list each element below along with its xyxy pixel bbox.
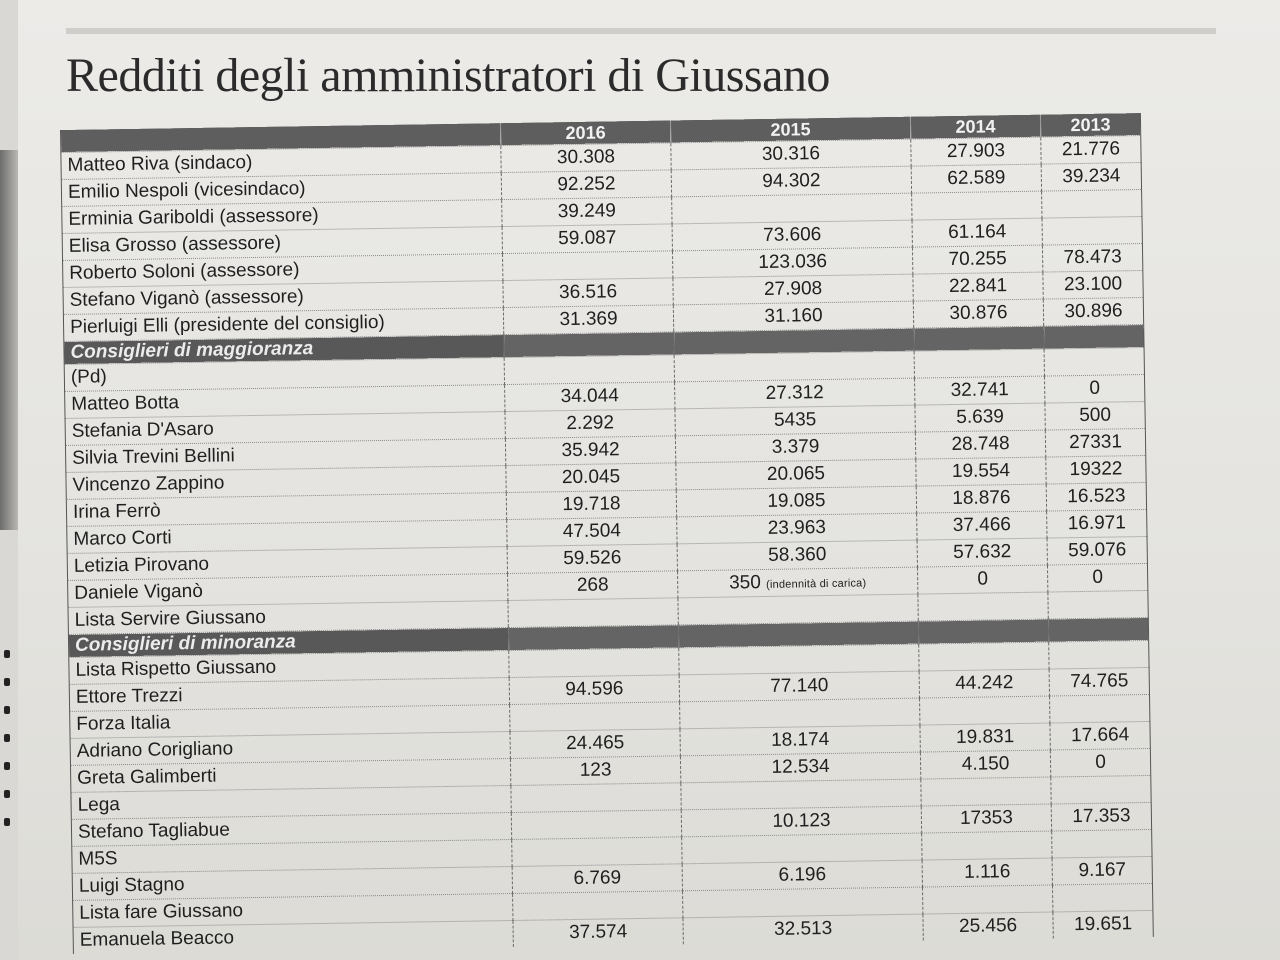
income-value-text: 22.841	[948, 275, 1008, 298]
person-name-cell: Roberto Soloni (assessore)	[63, 254, 503, 288]
person-name-cell: Adriano Corigliano	[70, 732, 510, 766]
income-value-2015	[672, 247, 912, 278]
income-value-2013	[1046, 482, 1146, 511]
income-value-2016	[510, 729, 680, 759]
person-name-cell: Marco Corti	[67, 520, 507, 554]
income-value-text: 123	[579, 759, 612, 781]
income-value-text: 59.526	[563, 547, 622, 570]
income-value-2015	[678, 594, 918, 625]
income-value-text: 24.465	[565, 732, 625, 755]
income-value-text: 12.534	[771, 755, 830, 778]
person-name-cell: Daniele Viganò	[68, 574, 508, 608]
income-value-2014	[921, 804, 1051, 833]
income-value-2014	[919, 642, 1049, 671]
income-value-text: 47.504	[562, 520, 622, 543]
income-value-2015	[671, 166, 911, 197]
income-value-2016	[511, 783, 681, 813]
income-value-text: 34.044	[560, 385, 619, 408]
income-value-text: 23.100	[1063, 273, 1123, 296]
income-value-2015	[680, 698, 920, 729]
income-value-2014	[922, 831, 1052, 860]
income-value-2013	[1044, 347, 1144, 376]
income-value-text: 94.302	[762, 170, 821, 192]
income-value-2014	[913, 299, 1043, 328]
income-value-text: 0	[1092, 566, 1104, 588]
income-value-2016	[512, 864, 682, 894]
income-value-text: 30.308	[556, 146, 616, 169]
income-value-2016	[502, 224, 672, 254]
income-value-2015	[677, 513, 917, 544]
section-fill-cell	[914, 326, 1044, 351]
income-value-text: 58.360	[768, 544, 827, 566]
income-value-2015	[682, 833, 922, 864]
income-value-text: 35.942	[561, 439, 620, 462]
income-value-2015	[677, 540, 917, 571]
income-value-2016	[506, 490, 676, 520]
income-value-2013	[1052, 883, 1152, 912]
person-name-cell: Pierluigi Elli (presidente del consiglio)	[63, 308, 503, 342]
income-value-text: 0	[1089, 377, 1101, 399]
income-value-2015	[675, 405, 915, 436]
income-value-text: 10.123	[772, 809, 831, 832]
income-value-2013	[1047, 509, 1147, 538]
person-name-cell: Erminia Gariboldi (assessore)	[62, 200, 502, 234]
income-value-2014	[920, 696, 1050, 725]
income-value-text: 20.065	[766, 463, 826, 485]
header-year: 2015	[670, 117, 910, 143]
income-value-text: 0	[977, 568, 989, 590]
income-value-2014	[911, 164, 1041, 193]
income-value-text: 57.632	[953, 541, 1012, 564]
income-value-2015	[672, 220, 912, 251]
person-name-cell: Stefano Viganò (assessore)	[63, 281, 503, 315]
person-name-cell: Forza Italia	[70, 705, 510, 739]
income-value-text: 44.242	[955, 672, 1014, 695]
income-value-text: 19.718	[562, 493, 621, 516]
income-value-2014	[912, 218, 1042, 247]
income-value-text: 3.379	[771, 436, 820, 458]
person-name-cell: Ettore Trezzi	[69, 678, 509, 712]
income-value-text: 9.167	[1078, 859, 1127, 882]
person-name-cell: Lega	[71, 785, 511, 819]
income-value-text: 30.896	[1064, 300, 1123, 323]
income-value-2013	[1045, 428, 1145, 457]
income-value-text: 19322	[1069, 458, 1123, 481]
income-value-2015	[672, 193, 912, 224]
income-value-2016	[502, 251, 672, 281]
income-value-text: 92.252	[557, 173, 616, 196]
person-name-cell: Emilio Nespoli (vicesindaco)	[61, 173, 501, 207]
income-value-2016	[504, 355, 674, 385]
section-fill-cell	[1048, 617, 1148, 642]
income-value-2015	[680, 752, 920, 783]
income-value-2016	[513, 891, 683, 921]
income-value-2015	[675, 432, 915, 463]
income-value-2016	[508, 571, 678, 601]
income-value-2013	[1052, 829, 1152, 858]
income-value-text: 23.963	[767, 517, 827, 539]
person-name-cell: Vincenzo Zappino	[66, 466, 506, 500]
income-value-2013	[1047, 536, 1147, 565]
income-value-2015	[678, 567, 918, 598]
income-value-2014	[916, 457, 1046, 486]
person-name-cell: Lista Servire Giussano	[68, 601, 508, 635]
income-value-text: 78.473	[1063, 246, 1122, 269]
income-value-2014	[920, 723, 1050, 752]
income-value-text: 5435	[773, 409, 817, 431]
person-name-cell: Matteo Riva (sindaco)	[61, 146, 501, 180]
income-value-2014	[915, 430, 1045, 459]
income-value-2015	[673, 274, 913, 305]
income-value-2016	[508, 598, 678, 628]
income-value-text: 6.769	[573, 867, 622, 890]
income-value-text: 1.116	[964, 861, 1011, 883]
income-value-2016	[505, 436, 675, 466]
income-value-2013	[1042, 190, 1142, 219]
income-value-2013	[1051, 775, 1151, 804]
income-value-text: 21.776	[1061, 138, 1121, 161]
income-value-2015	[680, 725, 920, 756]
income-value-text: 19.831	[955, 726, 1015, 748]
income-value-text: 73.606	[763, 224, 822, 246]
income-value-text: 16.971	[1067, 512, 1127, 535]
person-name-cell: Irina Ferrò	[66, 493, 506, 527]
income-value-2015	[683, 887, 923, 918]
header-year: 2014	[910, 115, 1040, 140]
income-value-2016	[506, 463, 676, 493]
income-value-text: 19.651	[1073, 913, 1133, 936]
income-value-text: 36.516	[558, 281, 618, 304]
person-name-cell: (Pd)	[64, 358, 504, 392]
income-value-2014	[916, 484, 1046, 513]
table-body	[61, 136, 1153, 954]
person-name-cell: Emanuela Beacco	[73, 920, 513, 953]
income-value-text: 30.876	[949, 302, 1008, 325]
income-value-2015	[681, 806, 921, 837]
income-value-text: 39.234	[1062, 165, 1121, 188]
income-value-2015	[679, 644, 919, 675]
income-value-2014	[912, 191, 1042, 220]
income-value-text: 17.664	[1070, 724, 1130, 747]
income-value-2016	[507, 517, 677, 547]
income-value-2013	[1046, 455, 1146, 484]
income-value-text: 61.164	[947, 221, 1007, 244]
income-value-2015	[681, 779, 921, 810]
income-value-2013	[1052, 856, 1152, 885]
income-value-text: 27.903	[946, 140, 1006, 163]
income-value-2013	[1042, 244, 1142, 273]
income-value-text: 123.036	[758, 250, 828, 274]
income-value-2014	[920, 750, 1050, 779]
income-value-text: 20.045	[561, 466, 621, 489]
income-value-2016	[509, 675, 679, 705]
income-value-2013	[1050, 748, 1150, 777]
income-value-2016	[510, 756, 680, 786]
income-value-2013	[1047, 563, 1147, 592]
income-value-2015	[683, 914, 923, 944]
income-value-2016	[503, 278, 673, 308]
person-name-cell: Stefano Tagliabue	[71, 812, 511, 846]
income-value-2015	[679, 671, 919, 702]
income-value-2016	[509, 648, 679, 678]
income-value-2013	[1053, 910, 1153, 938]
income-value-2013	[1048, 590, 1148, 619]
income-value-2013	[1041, 163, 1141, 192]
income-value-2016	[511, 810, 681, 840]
income-value-text: 500	[1079, 404, 1112, 427]
income-value-2014	[917, 565, 1047, 594]
person-name-cell: Letizia Pirovano	[67, 547, 507, 581]
income-table	[60, 113, 1154, 954]
section-fill-cell	[508, 625, 678, 651]
section-fill-cell	[918, 619, 1048, 644]
income-value-text: 30.316	[761, 143, 821, 165]
income-value-2013	[1050, 694, 1150, 723]
income-value-text: 350	[728, 572, 761, 594]
income-value-text: 268	[576, 574, 609, 596]
income-value-text: 77.140	[770, 675, 829, 697]
person-name-cell: Silvia Trevini Bellini	[65, 439, 505, 473]
income-value-2016	[501, 170, 671, 200]
person-name-cell: Elisa Grosso (assessore)	[62, 227, 502, 261]
person-name-cell: M5S	[72, 839, 512, 873]
person-name-cell: Greta Galimberti	[70, 759, 510, 793]
income-value-2015	[671, 139, 911, 170]
income-value-text: 17.353	[1072, 805, 1131, 828]
income-value-text: 18.174	[770, 728, 830, 751]
income-value-2013	[1051, 802, 1151, 831]
header-year: 2016	[500, 120, 670, 145]
income-value-text: 31.369	[559, 308, 618, 331]
income-value-2015	[673, 301, 913, 332]
income-value-text: 32.741	[950, 379, 1009, 402]
income-value-2014	[922, 885, 1052, 914]
adjacent-page-marks	[4, 650, 14, 846]
income-value-text: 28.748	[951, 433, 1010, 456]
top-rule	[66, 28, 1216, 34]
income-value-2016	[510, 702, 680, 732]
income-value-text: 19.554	[951, 460, 1011, 483]
income-value-2014	[915, 376, 1045, 405]
income-value-text: 59.076	[1068, 539, 1127, 562]
person-name-cell: Stefania D'Asaro	[65, 412, 505, 446]
person-name-cell: Matteo Botta	[65, 385, 505, 419]
income-value-text: 59.087	[558, 227, 617, 250]
income-value-2013	[1049, 667, 1149, 696]
income-value-text: 25.456	[958, 915, 1018, 937]
income-value-text: 74.765	[1070, 670, 1129, 693]
income-value-2014	[921, 777, 1051, 806]
income-value-2014	[918, 592, 1048, 621]
person-name-cell: Lista Rispetto Giussano	[69, 651, 509, 685]
income-value-2013	[1045, 401, 1145, 430]
income-value-text: 0	[1095, 751, 1107, 773]
income-value-text: 16.523	[1067, 485, 1126, 508]
income-value-2016	[503, 305, 673, 335]
income-value-2013	[1042, 217, 1142, 246]
income-value-2013	[1050, 721, 1150, 750]
income-value-text: 37.574	[568, 921, 628, 944]
income-value-text: 5.639	[956, 406, 1005, 428]
income-value-text: 19.085	[767, 490, 826, 512]
income-value-2014	[919, 669, 1049, 698]
income-value-2016	[502, 197, 672, 227]
adjacent-page-edge	[0, 150, 18, 530]
income-value-text: 17353	[959, 807, 1014, 829]
income-value-2014	[913, 272, 1043, 301]
income-value-text: 27.312	[765, 382, 824, 404]
income-value-text: 62.589	[947, 167, 1006, 190]
income-value-2015	[676, 459, 916, 490]
income-value-2016	[513, 918, 683, 947]
income-value-text: 27.908	[763, 278, 823, 300]
income-value-text: 18.876	[952, 487, 1011, 510]
income-value-text: 70.255	[948, 248, 1007, 271]
income-value-2016	[505, 382, 675, 412]
header-year: 2013	[1040, 113, 1140, 137]
income-value-text: 2.292	[566, 412, 615, 435]
income-value-text: 32.513	[773, 917, 833, 940]
income-value-2015	[676, 486, 916, 517]
income-value-2014	[917, 538, 1047, 567]
income-value-2016	[505, 409, 675, 439]
section-title: Consiglieri di maggioranza	[64, 335, 504, 365]
person-name-cell: Lista fare Giussano	[73, 893, 513, 927]
income-value-text: 6.196	[778, 864, 827, 886]
income-value-2013	[1043, 271, 1143, 300]
income-value-2013	[1044, 374, 1144, 403]
income-value-2014	[911, 137, 1041, 166]
income-value-2015	[682, 860, 922, 891]
income-value-2014	[915, 403, 1045, 432]
income-value-2014	[912, 245, 1042, 274]
income-value-2013	[1041, 136, 1141, 165]
income-value-2014	[922, 858, 1052, 887]
income-value-text: 94.596	[565, 678, 624, 701]
income-value-text: 27331	[1068, 431, 1123, 454]
income-value-2016	[507, 544, 677, 574]
income-value-2013	[1043, 298, 1143, 327]
income-value-2013	[1049, 640, 1149, 669]
income-value-2015	[674, 351, 914, 382]
income-value-2014	[917, 511, 1047, 540]
income-value-text: 39.249	[557, 200, 617, 223]
value-note: (indennità di carica)	[766, 577, 867, 591]
income-value-2014	[923, 912, 1053, 941]
income-value-2015	[675, 378, 915, 409]
section-fill-cell	[1044, 325, 1144, 350]
income-value-text: 37.466	[952, 514, 1012, 537]
income-value-2016	[501, 143, 671, 173]
section-title: Consiglieri di minoranza	[68, 628, 508, 658]
section-fill-cell	[504, 332, 674, 358]
income-value-2016	[512, 837, 682, 867]
page-title: Redditi degli amministratori di Giussano	[66, 49, 830, 102]
income-value-text: 4.150	[961, 753, 1010, 775]
income-value-text: 31.160	[764, 305, 823, 327]
income-value-2014	[914, 349, 1044, 378]
person-name-cell: Luigi Stagno	[72, 866, 512, 900]
